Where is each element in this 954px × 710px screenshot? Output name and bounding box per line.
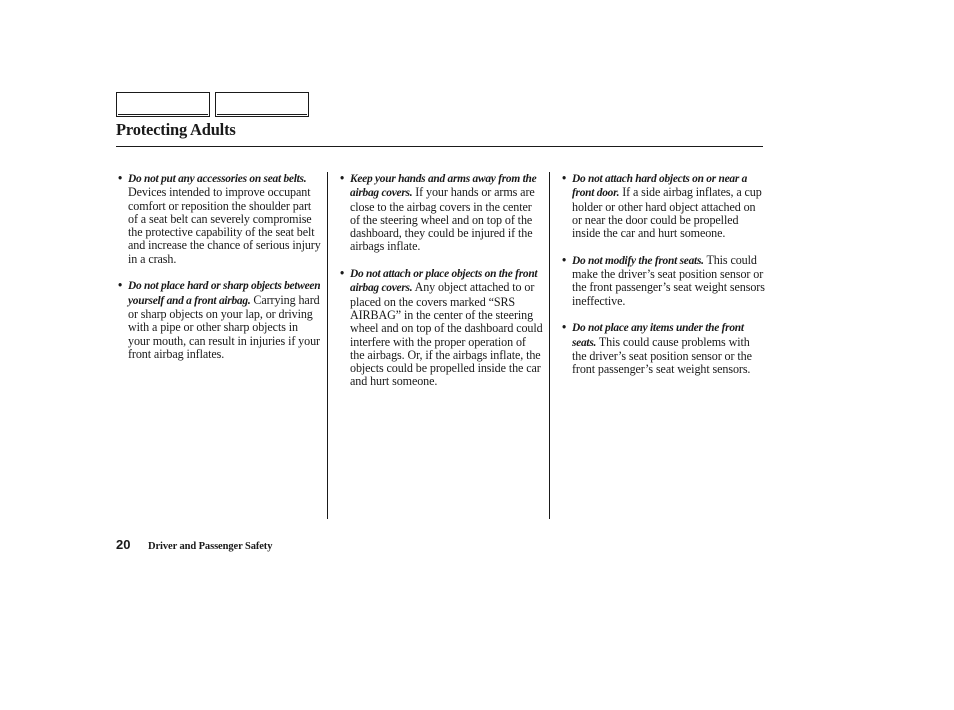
bullet-body: Devices intended to improve occupant comfort or reposition the shoulder part of a seat belt can severely compromise the protective capability of the seat belt and increase the chance of serious injury in a crash. <box>128 185 321 266</box>
bullet-lead: Keep your hands and arms away from the airbag covers. <box>350 173 537 200</box>
list-item <box>561 172 765 240</box>
nav-tab-previous[interactable] <box>116 92 210 117</box>
bullet-icon: • <box>340 171 345 185</box>
page-number: 20 <box>116 537 131 552</box>
bullet-lead: Do not modify the front seats. <box>572 254 704 267</box>
bullet-body: This could cause problems with the driver’s seat position sensor or the front passenger’s seat weight sensors. <box>572 334 752 377</box>
bullet-body: If your hands or arms are close to the airbag covers in the center of the steering wheel and on top of the dashboard, they could be injured if the airbags inflate. <box>350 185 535 254</box>
bullet-lead: Do not attach or place objects on the front airbag covers. <box>350 268 538 295</box>
bullet-icon: • <box>562 252 567 267</box>
content-column-2 <box>339 172 543 402</box>
list-item <box>117 172 321 266</box>
nav-tab-next[interactable] <box>215 92 309 117</box>
column-divider <box>327 172 328 519</box>
section-title: Driver and Passenger Safety <box>148 541 273 552</box>
list-item <box>117 279 321 361</box>
bullet-lead: Do not place any items under the front seats. <box>572 322 744 349</box>
bullet-icon: • <box>118 278 123 293</box>
page-title: Protecting Adults <box>116 120 236 139</box>
list-item <box>339 267 543 389</box>
list-item <box>561 254 765 308</box>
bullet-lead: Do not put any accessories on seat belts. <box>128 173 307 185</box>
list-item <box>339 172 543 254</box>
column-divider <box>549 172 550 519</box>
bullet-body: Carrying hard or sharp objects on your lap, or driving with a pipe or other sharp objects in your mouth, can result in injuries if your front airbag inflates. <box>128 292 320 361</box>
bullet-body: If a side airbag inflates, a cup holder or other hard object attached on or near the door could be propelled inside the car and hurt someone. <box>572 185 762 241</box>
bullet-lead: Do not place hard or sharp objects between yourself and a front airbag. <box>128 280 321 307</box>
bullet-icon: • <box>562 171 567 185</box>
bullet-icon: • <box>118 171 123 185</box>
bullet-body: Any object attached to or placed on the covers marked “SRS AIRBAG” in the center of the steering wheel and on top of the dashboard could interfere with the proper operation of the airbags. Or, if the airbags inflate, the objects could be propelled inside the car and hurt someone. <box>350 280 543 389</box>
list-item <box>561 321 765 376</box>
bullet-lead: Do not attach hard objects on or near a front door. <box>572 173 748 200</box>
title-divider <box>116 146 763 147</box>
bullet-icon: • <box>340 266 345 281</box>
content-column-1 <box>117 172 321 374</box>
bullet-icon: • <box>562 320 567 335</box>
content-column-3 <box>561 172 765 390</box>
bullet-body: This could make the driver’s seat position sensor or the front passenger’s seat weight sensors ineffective. <box>572 252 765 308</box>
